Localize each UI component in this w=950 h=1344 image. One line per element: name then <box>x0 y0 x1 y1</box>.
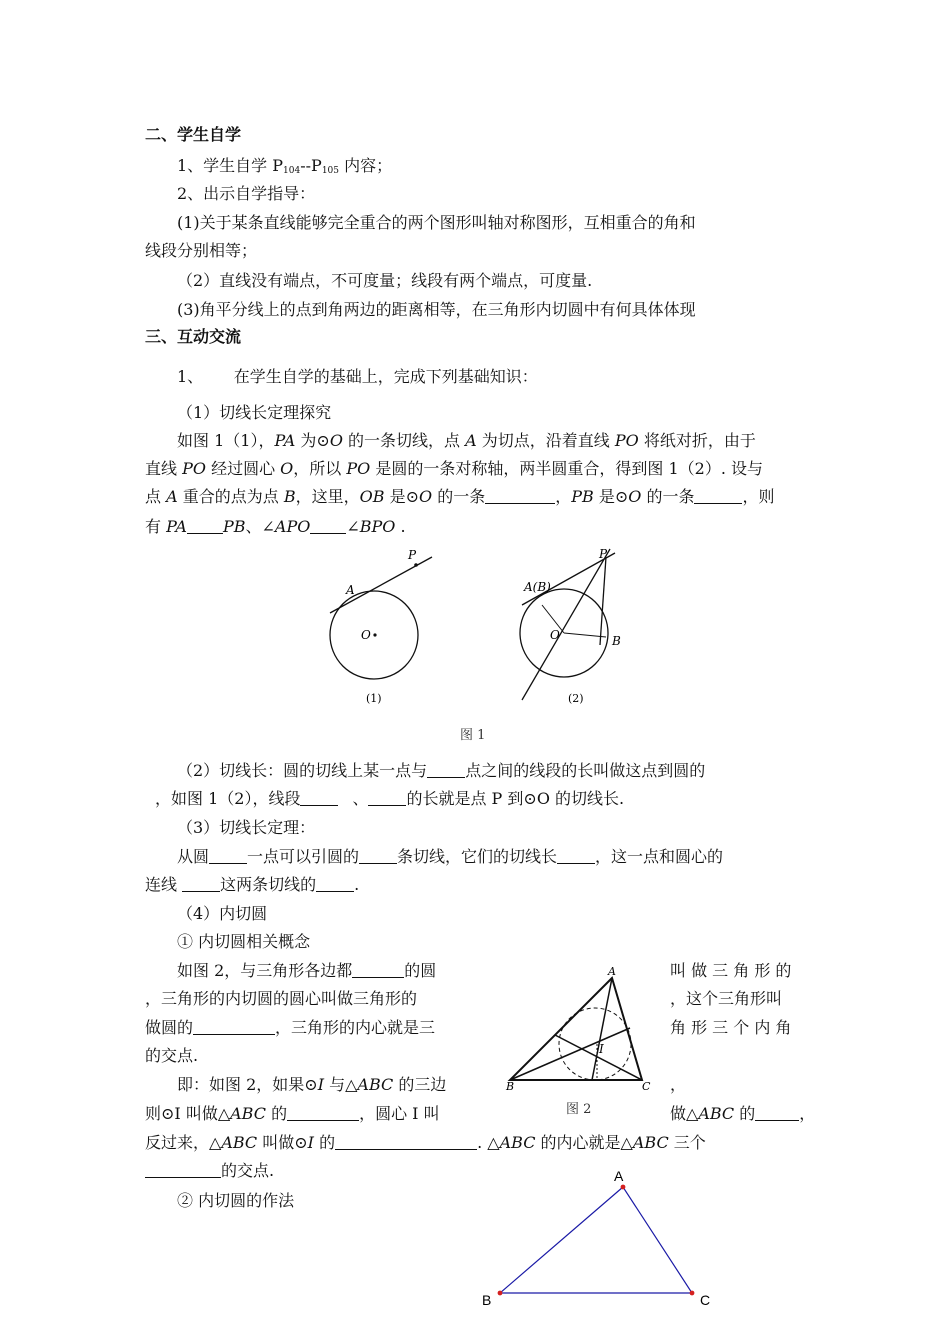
figure-1 <box>310 545 640 715</box>
label-c-fig3: C <box>700 1292 711 1308</box>
sec2-point2: （2）直线没有端点，不可度量；线段有两个端点，可度量. <box>177 271 593 290</box>
figure-1-left <box>330 548 432 705</box>
point-a-fig3 <box>621 1185 626 1190</box>
concept-line2: ，三角形的内切圆的圆心叫做三角形的 <box>145 989 418 1008</box>
concept-line6: 则⊙I 叫做△ABC 的 ，圆心 I 叫 <box>145 1104 440 1123</box>
sec2-point1-line2: 线段分别相等； <box>145 241 258 260</box>
concept-line7: 反过来，△ABC 叫做⊙I 的 . △ABC 的内心就是△ABC 三个 <box>145 1133 706 1152</box>
figure-1-right <box>520 547 621 705</box>
sub3-line2: 连线 这两条切线的 . <box>145 875 360 894</box>
blank-concept-1[interactable] <box>352 961 404 978</box>
blank-sub3-3[interactable] <box>557 847 595 864</box>
label-a-fig2: A <box>608 965 616 978</box>
blank-sub3-2[interactable] <box>359 847 397 864</box>
concept-line5: 即：如图 2，如果⊙I 与△ABC 的三边 <box>177 1075 447 1094</box>
point-p-left <box>414 563 418 567</box>
method-title: ② 内切圆的作法 <box>177 1191 295 1210</box>
concept-line1-right: 叫 做 三 角 形 的 <box>670 961 792 980</box>
concept-line8: 的交点. <box>145 1160 274 1182</box>
blank-sub3-4[interactable] <box>182 875 220 892</box>
concept-line3: 做圆的 ，三角形的内心就是三 <box>145 1018 436 1037</box>
sub4-title: （4）内切圆 <box>177 904 268 923</box>
sub1-line3: 点 A 重合的点为点 B，这里，OB 是⊙O 的一条 ，PB 是⊙O 的一条 ，则 <box>145 487 775 506</box>
label-b-fig2: B <box>506 1080 515 1092</box>
label-c-fig2: C <box>642 1080 651 1092</box>
blank-sub3-1[interactable] <box>209 847 247 864</box>
concept-line5-right: ， <box>670 1075 687 1094</box>
section-3-heading: 三、互动交流 <box>145 327 242 346</box>
blank-concept-5[interactable] <box>335 1133 477 1150</box>
figure-1-caption: 图 1 <box>460 728 486 743</box>
sub1-title: （1）切线长定理探究 <box>177 403 332 422</box>
sub3-line1: 从圆 一点可以引圆的 条切线，它们的切线长 ，这一点和圆心的 <box>177 847 724 866</box>
sub2-line1: （2）切线长：圆的切线上某一点与 点之间的线段的长叫做这点到圆的 <box>177 761 706 780</box>
sub1-line1: 如图 1（1），PA 为⊙O 的一条切线，点 A 为切点，沿着直线 PO 将纸对折，由于 <box>177 431 756 450</box>
label-o-left: O <box>361 628 371 642</box>
caption-1-right: (2) <box>568 692 584 705</box>
concept-line4: 的交点. <box>145 1046 199 1065</box>
label-b-fig3: B <box>482 1292 492 1308</box>
point-o-left <box>373 633 376 636</box>
figure-2-caption: 图 2 <box>566 1102 592 1117</box>
sub1-line4: 有 PA PB、∠APO ∠BPO . <box>145 517 406 536</box>
blank-pb[interactable] <box>694 487 742 504</box>
blank-sub3-5[interactable] <box>316 875 354 892</box>
concept-title: ① 内切圆相关概念 <box>177 932 311 951</box>
concept-line1: 如图 2，与三角形各边都 的圆 <box>177 961 437 980</box>
blank-pa-pb[interactable] <box>187 517 223 534</box>
blank-concept-6[interactable] <box>145 1161 221 1178</box>
caption-1-left: (1) <box>366 692 382 705</box>
bisector-a <box>592 978 612 1080</box>
figure-2 <box>500 962 665 1092</box>
concept-line2-right: ，这个三角形叫 <box>670 989 783 1008</box>
blank-concept-2[interactable] <box>193 1018 275 1035</box>
sub2-line2: ，如图 1（2），线段 、 的长就是点 P 到⊙O 的切线长. <box>155 789 625 808</box>
label-a-fig3: A <box>614 1168 624 1184</box>
sub3-title: （3）切线长定理： <box>177 818 316 837</box>
point-c-fig3 <box>690 1291 695 1296</box>
sec2-item2: 2、出示自学指导： <box>177 184 316 203</box>
figure-3 <box>470 1165 730 1315</box>
sec2-item1: 1、学生自学 $P_{104}--P_{105}$ 内容； <box>177 156 393 176</box>
blank-ob[interactable] <box>485 487 555 504</box>
blank-sub2-1[interactable] <box>427 761 465 778</box>
blank-sub2-3[interactable] <box>368 789 406 806</box>
blank-concept-3[interactable] <box>287 1104 359 1121</box>
label-a-left: A <box>346 583 355 597</box>
label-p-left: P <box>408 548 417 562</box>
section-2-heading: 二、学生自学 <box>145 125 242 144</box>
blank-concept-4[interactable] <box>755 1104 799 1121</box>
point-b-fig3 <box>498 1291 503 1296</box>
sec2-point1-line1: (1)关于某条直线能够完全重合的两个图形叫轴对称图形，互相重合的角和 <box>177 213 696 232</box>
triangle-abc-fig3 <box>500 1187 692 1293</box>
sec2-point3: (3)角平分线上的点到角两边的距离相等，在三角形内切圆中有何具体体现 <box>177 300 696 319</box>
concept-line6-right: 做△ABC 的 ， <box>670 1104 816 1123</box>
triangle-abc-fig2 <box>510 978 642 1080</box>
blank-angle[interactable] <box>310 517 346 534</box>
label-i-fig2: I <box>599 1042 604 1056</box>
sub1-line2: 直线 PO 经过圆心 O，所以 PO 是圆的一条对称轴，两半圆重合，得到图 1（2）. 设与 <box>145 459 763 478</box>
bisector-b <box>510 1028 630 1080</box>
sec3-item1: 1、 在学生自学的基础上，完成下列基础知识： <box>177 367 538 386</box>
label-o-right: O <box>550 628 560 642</box>
blank-sub2-2[interactable] <box>300 789 338 806</box>
radius-ob <box>564 633 606 637</box>
concept-line3-right: 角 形 三 个 内 角 <box>670 1018 792 1037</box>
label-p-right: P <box>599 547 608 561</box>
tangent-pb <box>600 557 606 645</box>
label-ab-right: A(B) <box>524 580 551 594</box>
label-b-right: B <box>612 634 621 648</box>
